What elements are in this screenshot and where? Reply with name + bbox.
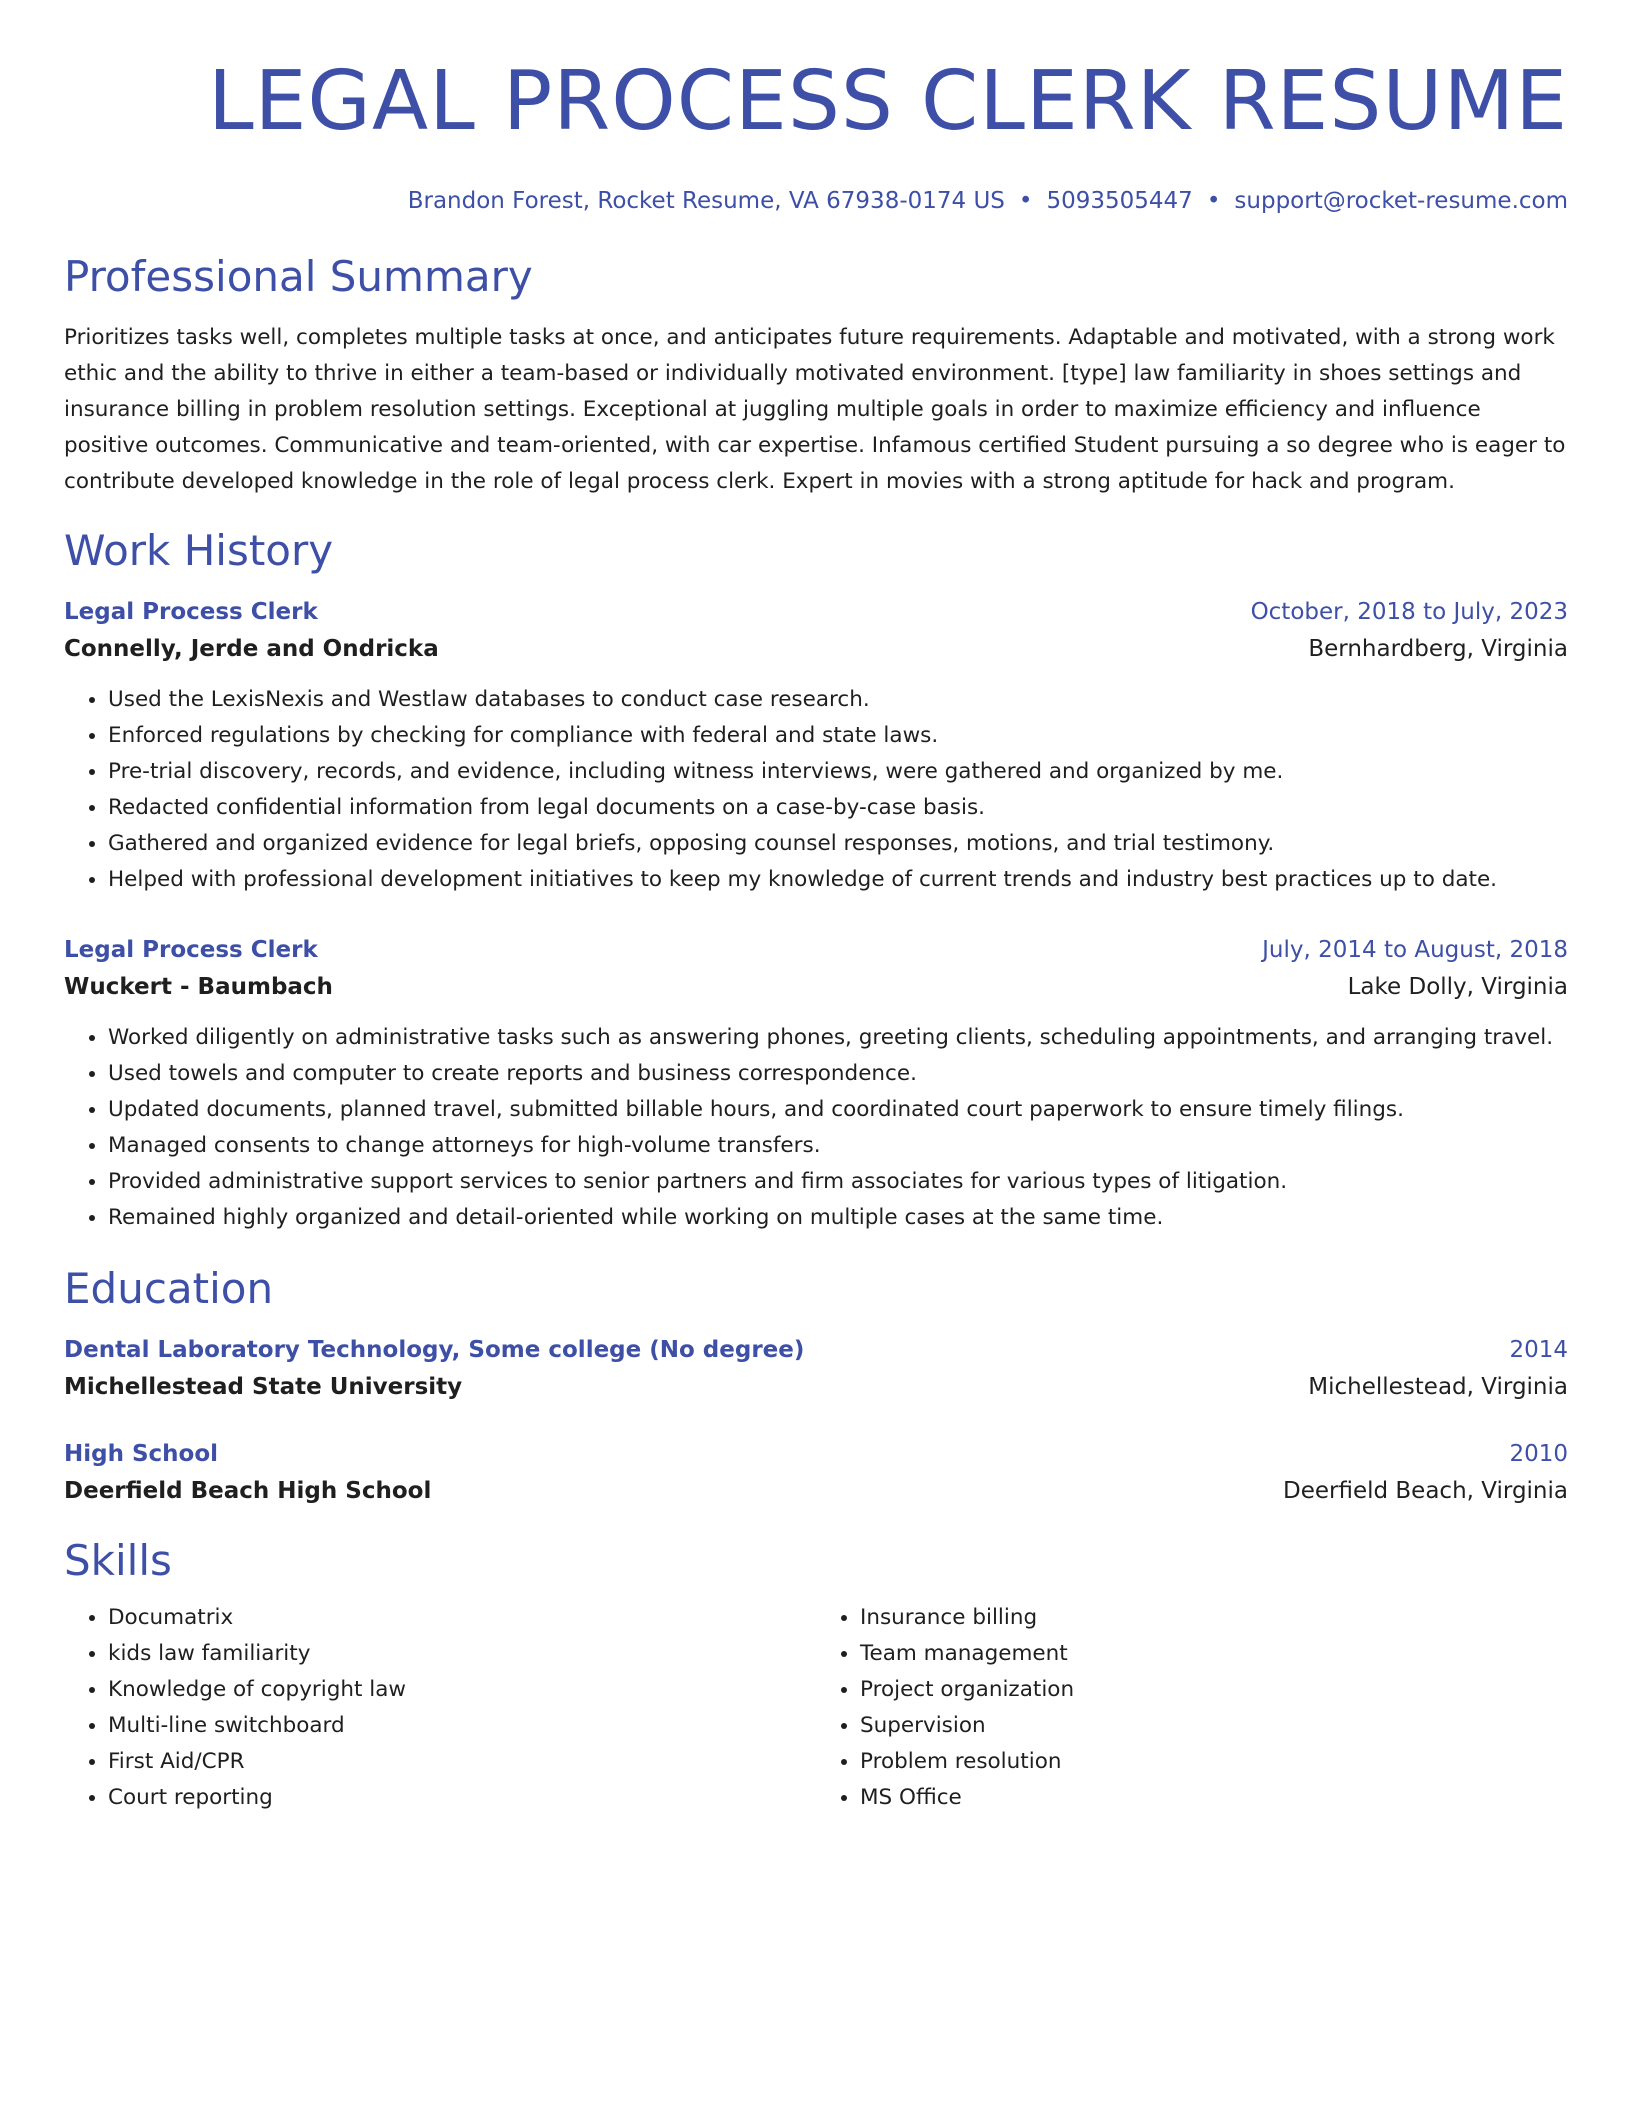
job-bullets [64, 682, 1568, 898]
skills-column-left [64, 1600, 816, 1816]
summary-heading: Professional Summary [64, 252, 533, 301]
skill-item: • Documatrix [108, 1600, 816, 1636]
education-entry [64, 1332, 1568, 1406]
job-location: Bernhardberg, Virginia [1308, 636, 1568, 662]
job-location: Lake Dolly, Virginia [1347, 974, 1568, 1000]
job-dates: July, 2014 to August, 2018 [1262, 937, 1568, 963]
education-location: Michellestead, Virginia [1308, 1374, 1568, 1400]
job-bullet: • Helped with professional development initiatives to keep my knowledge of current trends and industry best practices up to date. [108, 862, 1568, 898]
education-year: 2010 [1509, 1441, 1568, 1467]
job-company: Wuckert - Baumbach [64, 974, 333, 1000]
job-dates: October, 2018 to July, 2023 [1250, 599, 1568, 625]
job-bullet: • Redacted confidential information from legal documents on a case-by-case basis. [108, 790, 1568, 826]
job-bullet: • Used towels and computer to create reports and business correspondence. [108, 1056, 1568, 1092]
job-bullet: • Enforced regulations by checking for compliance with federal and state laws. [108, 718, 1568, 754]
education-section [64, 1264, 1568, 1510]
job-bullet: • Provided administrative support services to senior partners and firm associates for various types of litigation. [108, 1164, 1568, 1200]
skill-item: • First Aid/CPR [108, 1744, 816, 1780]
skill-item: • Insurance billing [860, 1600, 1568, 1636]
job-company: Connelly, Jerde and Ondricka [64, 636, 439, 662]
education-year: 2014 [1509, 1337, 1568, 1363]
job-bullet: • Used the LexisNexis and Westlaw databases to conduct case research. [108, 682, 1568, 718]
education-school: Michellestead State University [64, 1374, 463, 1400]
contact-info [64, 186, 1568, 216]
skill-item: • Project organization [860, 1672, 1568, 1708]
resume-title: LEGAL PROCESS CLERK RESUME [207, 54, 1568, 149]
skills-heading: Skills [64, 1536, 172, 1585]
education-degree: Dental Laboratory Technology, Some college (No degree) [64, 1337, 805, 1363]
education-school: Deerfield Beach High School [64, 1478, 432, 1504]
skills-grid [64, 1600, 1568, 1816]
job-bullets [64, 1020, 1568, 1236]
education-entry [64, 1436, 1568, 1510]
education-location: Deerfield Beach, Virginia [1283, 1478, 1568, 1504]
skills-section [64, 1536, 1568, 1816]
job-bullet: • Managed consents to change attorneys for high-volume transfers. [108, 1128, 1568, 1164]
job-bullet: • Pre-trial discovery, records, and evidence, including witness interviews, were gathered and organized by me. [108, 754, 1568, 790]
education-heading: Education [64, 1264, 274, 1313]
skill-item: • Team management [860, 1636, 1568, 1672]
skill-item: • Court reporting [108, 1780, 816, 1816]
work-history-heading: Work History [64, 526, 334, 575]
job-bullet: • Worked diligently on administrative tasks such as answering phones, greeting clients, scheduling appointments, and arranging travel. [108, 1020, 1568, 1056]
skill-item: • Multi-line switchboard [108, 1708, 816, 1744]
skill-item: • Knowledge of copyright law [108, 1672, 816, 1708]
contact-separator: • [1018, 188, 1033, 214]
summary-text: Prioritizes tasks well, completes multiple tasks at once, and anticipates future requirements. Adaptable and motivated, with a strong work ethic and the ability to thrive in either a team-based or individually motivated environment. [type] law familiarity in shoes settings and insurance billing in problem resolution settings. Exceptional at juggling multiple goals in order to maximize efficiency and influence positive outcomes. Communicative and team-oriented, with car expertise. Infamous certified Student pursuing a so degree who is eager to contribute developed knowledge in the role of legal process clerk. Expert in movies with a strong aptitude for hack and program. [64, 325, 1566, 494]
skill-item: • kids law familiarity [108, 1636, 816, 1672]
job-entry [64, 932, 1568, 1236]
skill-item: • Supervision [860, 1708, 1568, 1744]
skills-column-right [816, 1600, 1568, 1816]
job-bullet: • Remained highly organized and detail-oriented while working on multiple cases at the same time. [108, 1200, 1568, 1236]
contact-separator: • [1206, 188, 1221, 214]
contact-email: support@rocket-resume.com [1234, 188, 1568, 214]
job-entry [64, 594, 1568, 898]
summary-section [64, 252, 1568, 500]
work-history-section [64, 526, 1568, 1236]
education-degree: High School [64, 1441, 219, 1467]
job-title: Legal Process Clerk [64, 937, 318, 963]
skill-item: • MS Office [860, 1780, 1568, 1816]
contact-phone: 5093505447 [1046, 188, 1193, 214]
skill-item: • Problem resolution [860, 1744, 1568, 1780]
job-bullet: • Gathered and organized evidence for legal briefs, opposing counsel responses, motions, and trial testimony. [108, 826, 1568, 862]
job-bullet: • Updated documents, planned travel, submitted billable hours, and coordinated court paperwork to ensure timely filings. [108, 1092, 1568, 1128]
job-title: Legal Process Clerk [64, 599, 318, 625]
contact-address: Brandon Forest, Rocket Resume, VA 67938-0174 US [407, 188, 1005, 214]
